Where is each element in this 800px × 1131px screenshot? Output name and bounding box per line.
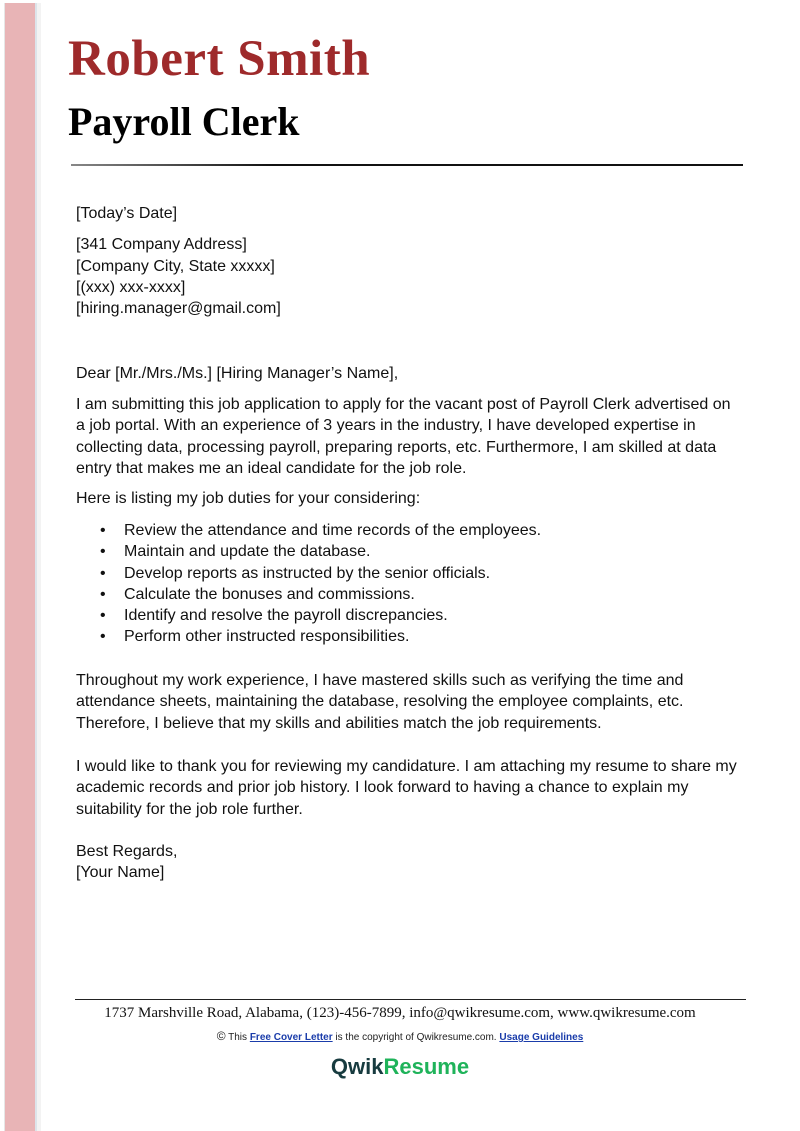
header-divider xyxy=(71,164,743,166)
text-line: I am submitting this job application to apply for the vacant post of Payroll Clerk advertised on xyxy=(76,396,731,413)
qwikresume-logo xyxy=(0,1054,800,1080)
company-email: [hiring.manager@gmail.com] xyxy=(76,300,281,318)
footer-divider xyxy=(75,999,746,1000)
list-item: • Develop reports as instructed by the senior officials. xyxy=(76,563,756,584)
text-line: attendance sheets, maintaining the database, resolving the employee complaints, etc. xyxy=(76,693,684,711)
copyright-icon: © xyxy=(216,1029,226,1043)
copyright-line xyxy=(0,1029,800,1043)
paragraph-2 xyxy=(76,670,756,734)
duties-list xyxy=(76,520,756,648)
company-city: [Company City, State xxxxx] xyxy=(76,257,275,275)
copyright-text: is the copyright of Qwikresume.com. xyxy=(335,1032,497,1043)
text-line: entry that makes me an ideal candidate for the job role. xyxy=(76,459,467,477)
closing-block xyxy=(76,841,756,884)
text-line: academic records and prior job history. I look forward to having a chance to explain my xyxy=(76,779,689,797)
list-item: • Maintain and update the database. xyxy=(76,541,756,562)
footer-address: 1737 Marshville Road, Alabama, (123)-456-7899, info@qwikresume.com, www.qwikresume.com xyxy=(104,1005,696,1021)
closing: Best Regards, xyxy=(76,843,178,860)
decorative-sidebar xyxy=(5,3,37,1131)
logo-part: Qwik xyxy=(330,1054,384,1079)
signature: [Your Name] xyxy=(76,864,165,882)
applicant-name: Robert Smith xyxy=(68,31,371,87)
text-line: a job portal. With an experience of 3 years in the industry, I have developed expertise in xyxy=(76,417,696,435)
text-line: Throughout my work experience, I have mastered skills such as verifying the time and xyxy=(76,672,684,689)
logo-part: Resume xyxy=(383,1054,470,1079)
copyright-text: This xyxy=(228,1032,248,1043)
paragraph-1 xyxy=(76,394,756,479)
text-line: I would like to thank you for reviewing my candidature. I am attaching my resume to share my xyxy=(76,758,737,775)
recipient-block xyxy=(76,203,756,319)
list-item: • Calculate the bonuses and commissions. xyxy=(76,584,756,605)
list-item: • Perform other instructed responsibilities. xyxy=(76,626,756,647)
company-phone: [(xxx) xxx-xxxx] xyxy=(76,278,186,296)
company-address: [341 Company Address] xyxy=(76,236,247,254)
date: [Today’s Date] xyxy=(76,205,178,222)
list-item: • Identify and resolve the payroll discrepancies. xyxy=(76,605,756,626)
salutation: Dear [Mr./Mrs./Ms.] [Hiring Manager’s Name], xyxy=(76,365,399,382)
list-item: • Review the attendance and time records of the employees. xyxy=(76,520,756,541)
job-title: Payroll Clerk xyxy=(68,99,300,144)
text-line: collecting data, processing payroll, preparing reports, etc. Furthermore, I am skilled at data xyxy=(76,438,717,456)
usage-guidelines-link[interactable]: Usage Guidelines xyxy=(499,1032,584,1043)
text-line: suitability for the job role further. xyxy=(76,800,303,818)
paragraph-3 xyxy=(76,756,756,820)
duties-intro: Here is listing my job duties for your considering: xyxy=(76,490,421,507)
text-line: Therefore, I believe that my skills and abilities match the job requirements. xyxy=(76,714,602,732)
free-cover-letter-link[interactable]: Free Cover Letter xyxy=(249,1032,333,1043)
